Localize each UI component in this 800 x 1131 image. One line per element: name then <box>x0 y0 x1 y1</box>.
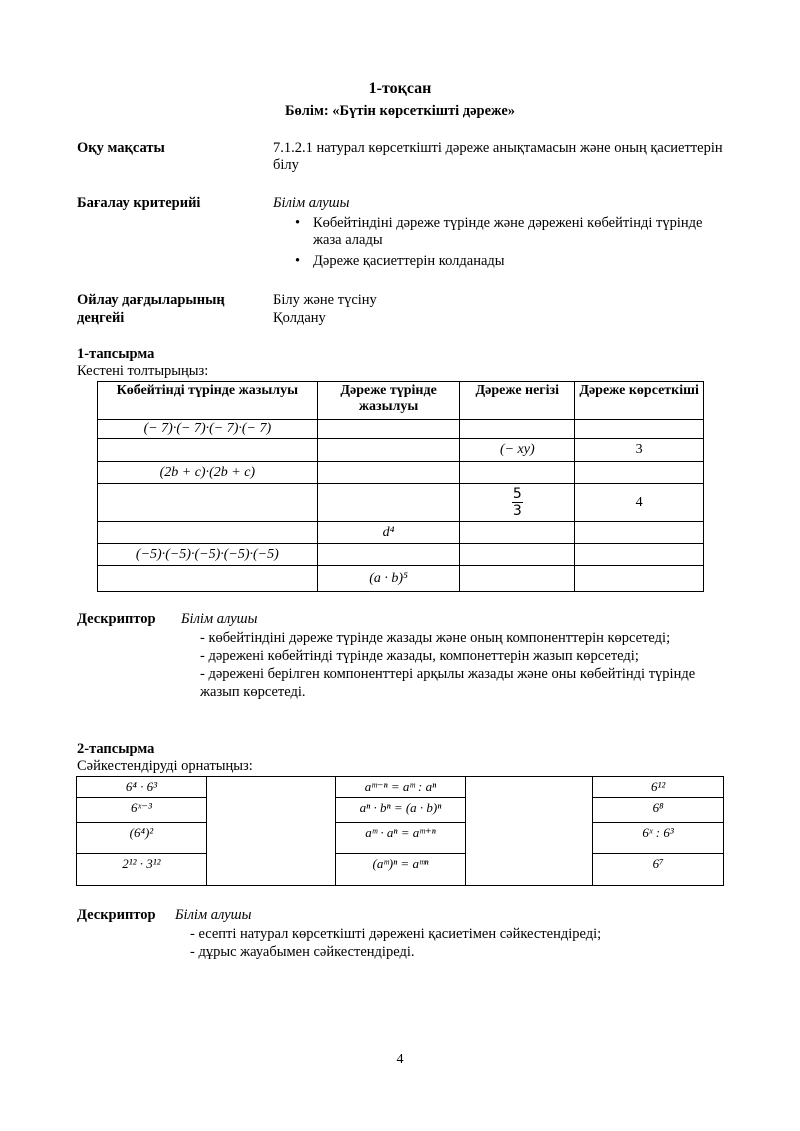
task2-title: 2-тапсырма <box>77 741 155 757</box>
table-cell <box>460 462 575 484</box>
answer-cell: 6ˣ : 6³ <box>593 823 724 854</box>
property-cell: aᵐ⁻ⁿ = aᵐ : aⁿ <box>335 777 466 798</box>
criteria-list <box>273 215 723 270</box>
descriptor-item: - көбейтіндіні дәреже түрінде жазады және оның компоненттерін көрсетеді; <box>200 630 671 646</box>
column-header: Дәреже түрінде жазылуы <box>317 382 460 420</box>
table-cell <box>98 484 318 522</box>
table-cell <box>575 420 704 439</box>
descriptor2-list <box>190 925 720 961</box>
descriptor2-intro: Білім алушы <box>175 907 252 923</box>
answer-cell: 6⁷ <box>593 854 724 886</box>
table-cell <box>317 544 460 566</box>
criteria-intro: Білім алушы <box>273 195 350 211</box>
gap-cell <box>206 777 335 886</box>
table-row <box>98 484 704 522</box>
table-cell <box>575 566 704 592</box>
objective-label: Оқу мақсаты <box>77 140 165 156</box>
descriptor-item: - есепті натурал көрсеткішті дәрежені қасиетімен сәйкестендіреді; <box>190 926 602 942</box>
table-cell <box>460 420 575 439</box>
table-cell <box>317 439 460 462</box>
task1-table <box>97 381 704 592</box>
table-row <box>98 420 704 439</box>
descriptor1-intro: Білім алушы <box>181 611 258 627</box>
property-cell: aᵐ · aⁿ = aᵐ⁺ⁿ <box>335 823 466 854</box>
descriptor-item: - дұрыс жауабымен сәйкестендіреді. <box>190 944 415 960</box>
table-cell: 3 <box>575 439 704 462</box>
table-header-row <box>98 382 704 420</box>
criteria-item: • Көбейтіндіні дәреже түрінде және дәрежені көбейтінді түрінде жаза алады <box>295 215 703 248</box>
expression-cell: 2¹² · 3¹² <box>77 854 207 886</box>
descriptor1-list <box>200 629 720 701</box>
thinking-value: Білу және түсіну Қолдану <box>273 292 377 326</box>
expression-cell: 6⁴ · 6³ <box>77 777 207 798</box>
table-row <box>77 777 724 798</box>
bullet-icon: • <box>295 215 301 231</box>
page-number: 4 <box>396 1052 404 1067</box>
answer-cell: 6⁸ <box>593 798 724 823</box>
table-cell <box>317 484 460 522</box>
table-cell <box>460 566 575 592</box>
table-cell <box>575 462 704 484</box>
column-header: Дәреже негізі <box>460 382 575 420</box>
table-row <box>98 566 704 592</box>
task2-instruction: Сәйкестендіруді орнатыңыз: <box>77 758 253 774</box>
thinking-label: Ойлау дағдыларының деңгейі <box>77 292 225 326</box>
table-cell <box>317 462 460 484</box>
table-cell: (2b + c)·(2b + c) <box>98 462 318 484</box>
table-cell <box>98 566 318 592</box>
table-row <box>98 522 704 544</box>
table-cell <box>98 439 318 462</box>
table-cell: d⁴ <box>317 522 460 544</box>
task1-title: 1-тапсырма <box>77 346 155 362</box>
task1-instruction: Кестені толтырыңыз: <box>77 363 209 379</box>
table-cell <box>460 484 575 522</box>
expression-cell: 6ˣ⁻³ <box>77 798 207 823</box>
table-row <box>98 462 704 484</box>
column-header: Көбейтінді түрінде жазылуы <box>98 382 318 420</box>
table-row <box>77 798 724 823</box>
property-cell: aⁿ · bⁿ = (a · b)ⁿ <box>335 798 466 823</box>
table-row <box>98 439 704 462</box>
table-cell <box>460 522 575 544</box>
descriptor-item: - дәрежені көбейтінді түрінде жазады, компонеттерін жазып көрсетеді; <box>200 648 639 664</box>
table-cell: (−5)·(−5)·(−5)·(−5)·(−5) <box>98 544 318 566</box>
answer-cell: 6¹² <box>593 777 724 798</box>
section-title: Бөлім: «Бүтін көрсеткішті дәреже» <box>284 103 516 119</box>
descriptor-item: - дәрежені берілген компоненттері арқылы жазады және оны көбейтінді түрінде жазып көрсетеді. <box>200 666 696 700</box>
table-cell <box>460 544 575 566</box>
bullet-icon: • <box>295 253 301 269</box>
table-cell <box>98 522 318 544</box>
property-cell: (aᵐ)ⁿ = aᵐⁿ <box>335 854 466 886</box>
descriptor1-label: Дескриптор <box>77 611 156 627</box>
criteria-block <box>273 195 723 274</box>
table-cell <box>575 544 704 566</box>
objective-value: 7.1.2.1 натурал көрсеткішті дәреже анықтамасын және оның қасиеттерін білу <box>273 140 723 173</box>
expression-cell: (6⁴)² <box>77 823 207 854</box>
table-row <box>77 823 724 854</box>
table-cell: (− xy) <box>460 439 575 462</box>
descriptor2-label: Дескриптор <box>77 907 156 923</box>
table-row <box>77 854 724 886</box>
gap-cell <box>466 777 593 886</box>
task2-table <box>76 776 724 886</box>
table-cell: (a · b)⁵ <box>317 566 460 592</box>
table-cell: 4 <box>575 484 704 522</box>
quarter-title: 1-тоқсан <box>368 80 432 97</box>
criteria-label: Бағалау критерийі <box>77 195 201 211</box>
table-cell <box>317 420 460 439</box>
table-cell: (− 7)·(− 7)·(− 7)·(− 7) <box>98 420 318 439</box>
column-header: Дәреже көрсеткіші <box>575 382 704 420</box>
fraction: $\frac{5}{3}$ <box>512 486 522 519</box>
table-row <box>98 544 704 566</box>
table-cell <box>575 522 704 544</box>
criteria-item: • Дәреже қасиеттерін колданады <box>295 253 505 269</box>
